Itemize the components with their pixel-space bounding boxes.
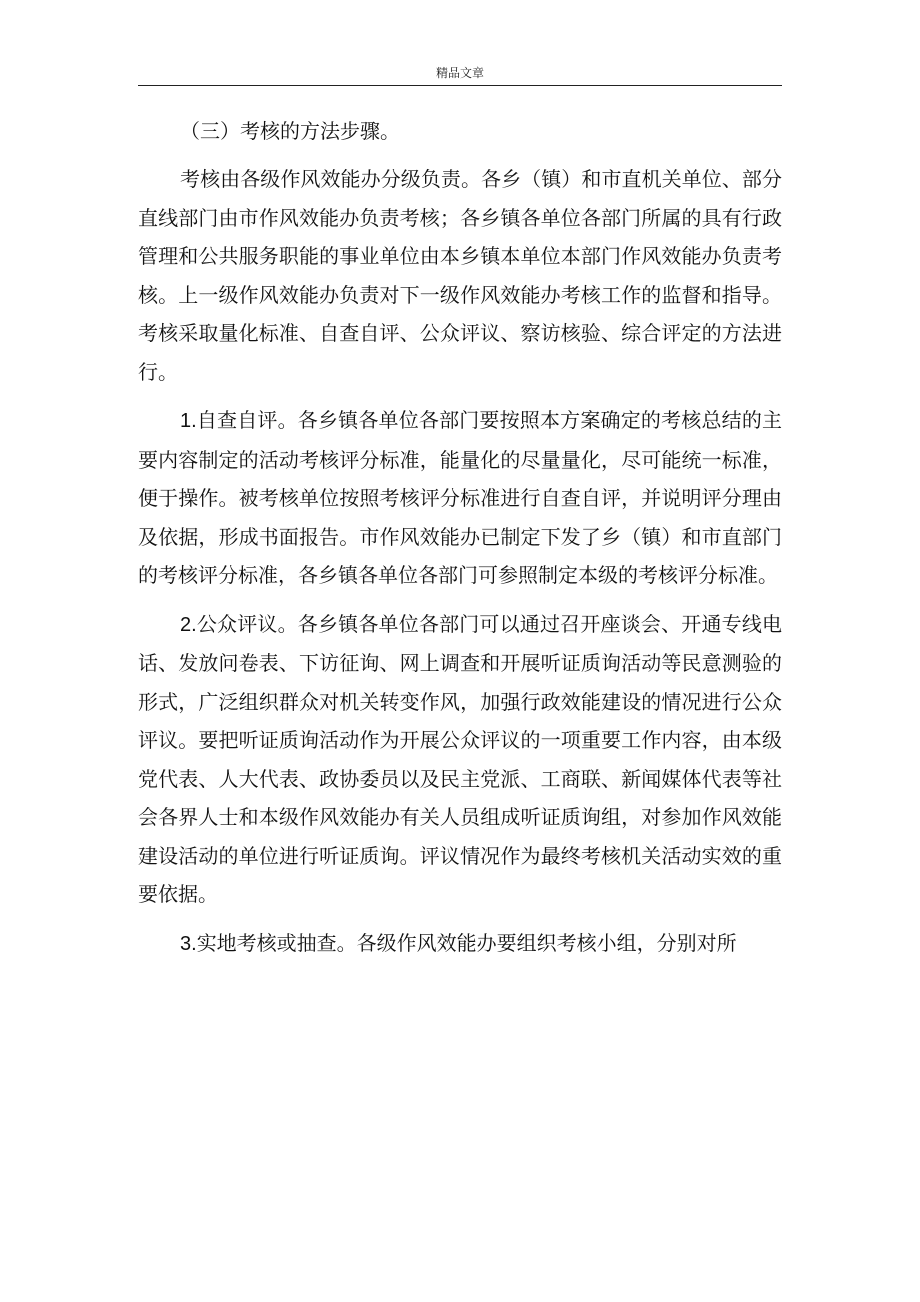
item-text: 公众评议。各乡镇各单位各部门可以通过召开座谈会、开通专线电话、发放问卷表、下访征询、网上调查和开展听证质询活动等民意测验的形式，广泛组织群众对机关转变作风，加强行政效能建设的情况进行公众评议。要把听证质询活动作为开展公众评议的一项重要工作内容，由本级党代表、人大代表、政协委员以及民主党派、工商联、新闻媒体代表等社会各界人士和本级作风效能办有关人员组成听证质询组，对参加作风效能建设活动的单位进行听证质询。评议情况作为最终考核机关活动实效的重要依据。 bbox=[138, 611, 782, 906]
item-number: 1. bbox=[180, 410, 197, 432]
paragraph-gap bbox=[138, 150, 782, 160]
document-body bbox=[138, 112, 782, 963]
header-title: 精品文章 bbox=[435, 66, 484, 80]
item-number: 3. bbox=[180, 932, 197, 955]
header-divider bbox=[138, 85, 782, 86]
page-header bbox=[138, 64, 782, 82]
item-paragraph-2 bbox=[138, 605, 782, 914]
paragraph-gap bbox=[138, 595, 782, 605]
paragraph-gap bbox=[138, 391, 782, 401]
item-paragraph-3 bbox=[138, 924, 782, 964]
item-paragraph-1 bbox=[138, 401, 782, 595]
intro-paragraph: 考核由各级作风效能办分级负责。各乡（镇）和市直机关单位、部分直线部门由市作风效能办负责考核；各乡镇各单位各部门所属的具有行政管理和公共服务职能的事业单位由本乡镇本单位本部门作风效能办负责考核。上一级作风效能办负责对下一级作风效能办考核工作的监督和指导。考核采取量化标准、自查自评、公众评议、察访核验、综合评定的方法进行。 bbox=[138, 167, 782, 384]
paragraph-gap bbox=[138, 914, 782, 924]
section-heading: （三）考核的方法步骤。 bbox=[180, 119, 400, 143]
item-text: 实地考核或抽查。各级作风效能办要组织考核小组，分别对所 bbox=[196, 930, 737, 955]
item-number: 2. bbox=[180, 613, 197, 636]
item-text: 自查自评。各乡镇各单位各部门要按照本方案确定的考核总结的主要内容制定的活动考核评分标准，能量化的尽量量化，尽可能统一标准，便于操作。被考核单位按照考核评分标准进行自查自评，并说明评分理由及依据，形成书面报告。市作风效能办已制定下发了乡（镇）和市直部门的考核评分标准，各乡镇各单位各部门可参照制定本级的考核评分标准。 bbox=[138, 408, 782, 587]
